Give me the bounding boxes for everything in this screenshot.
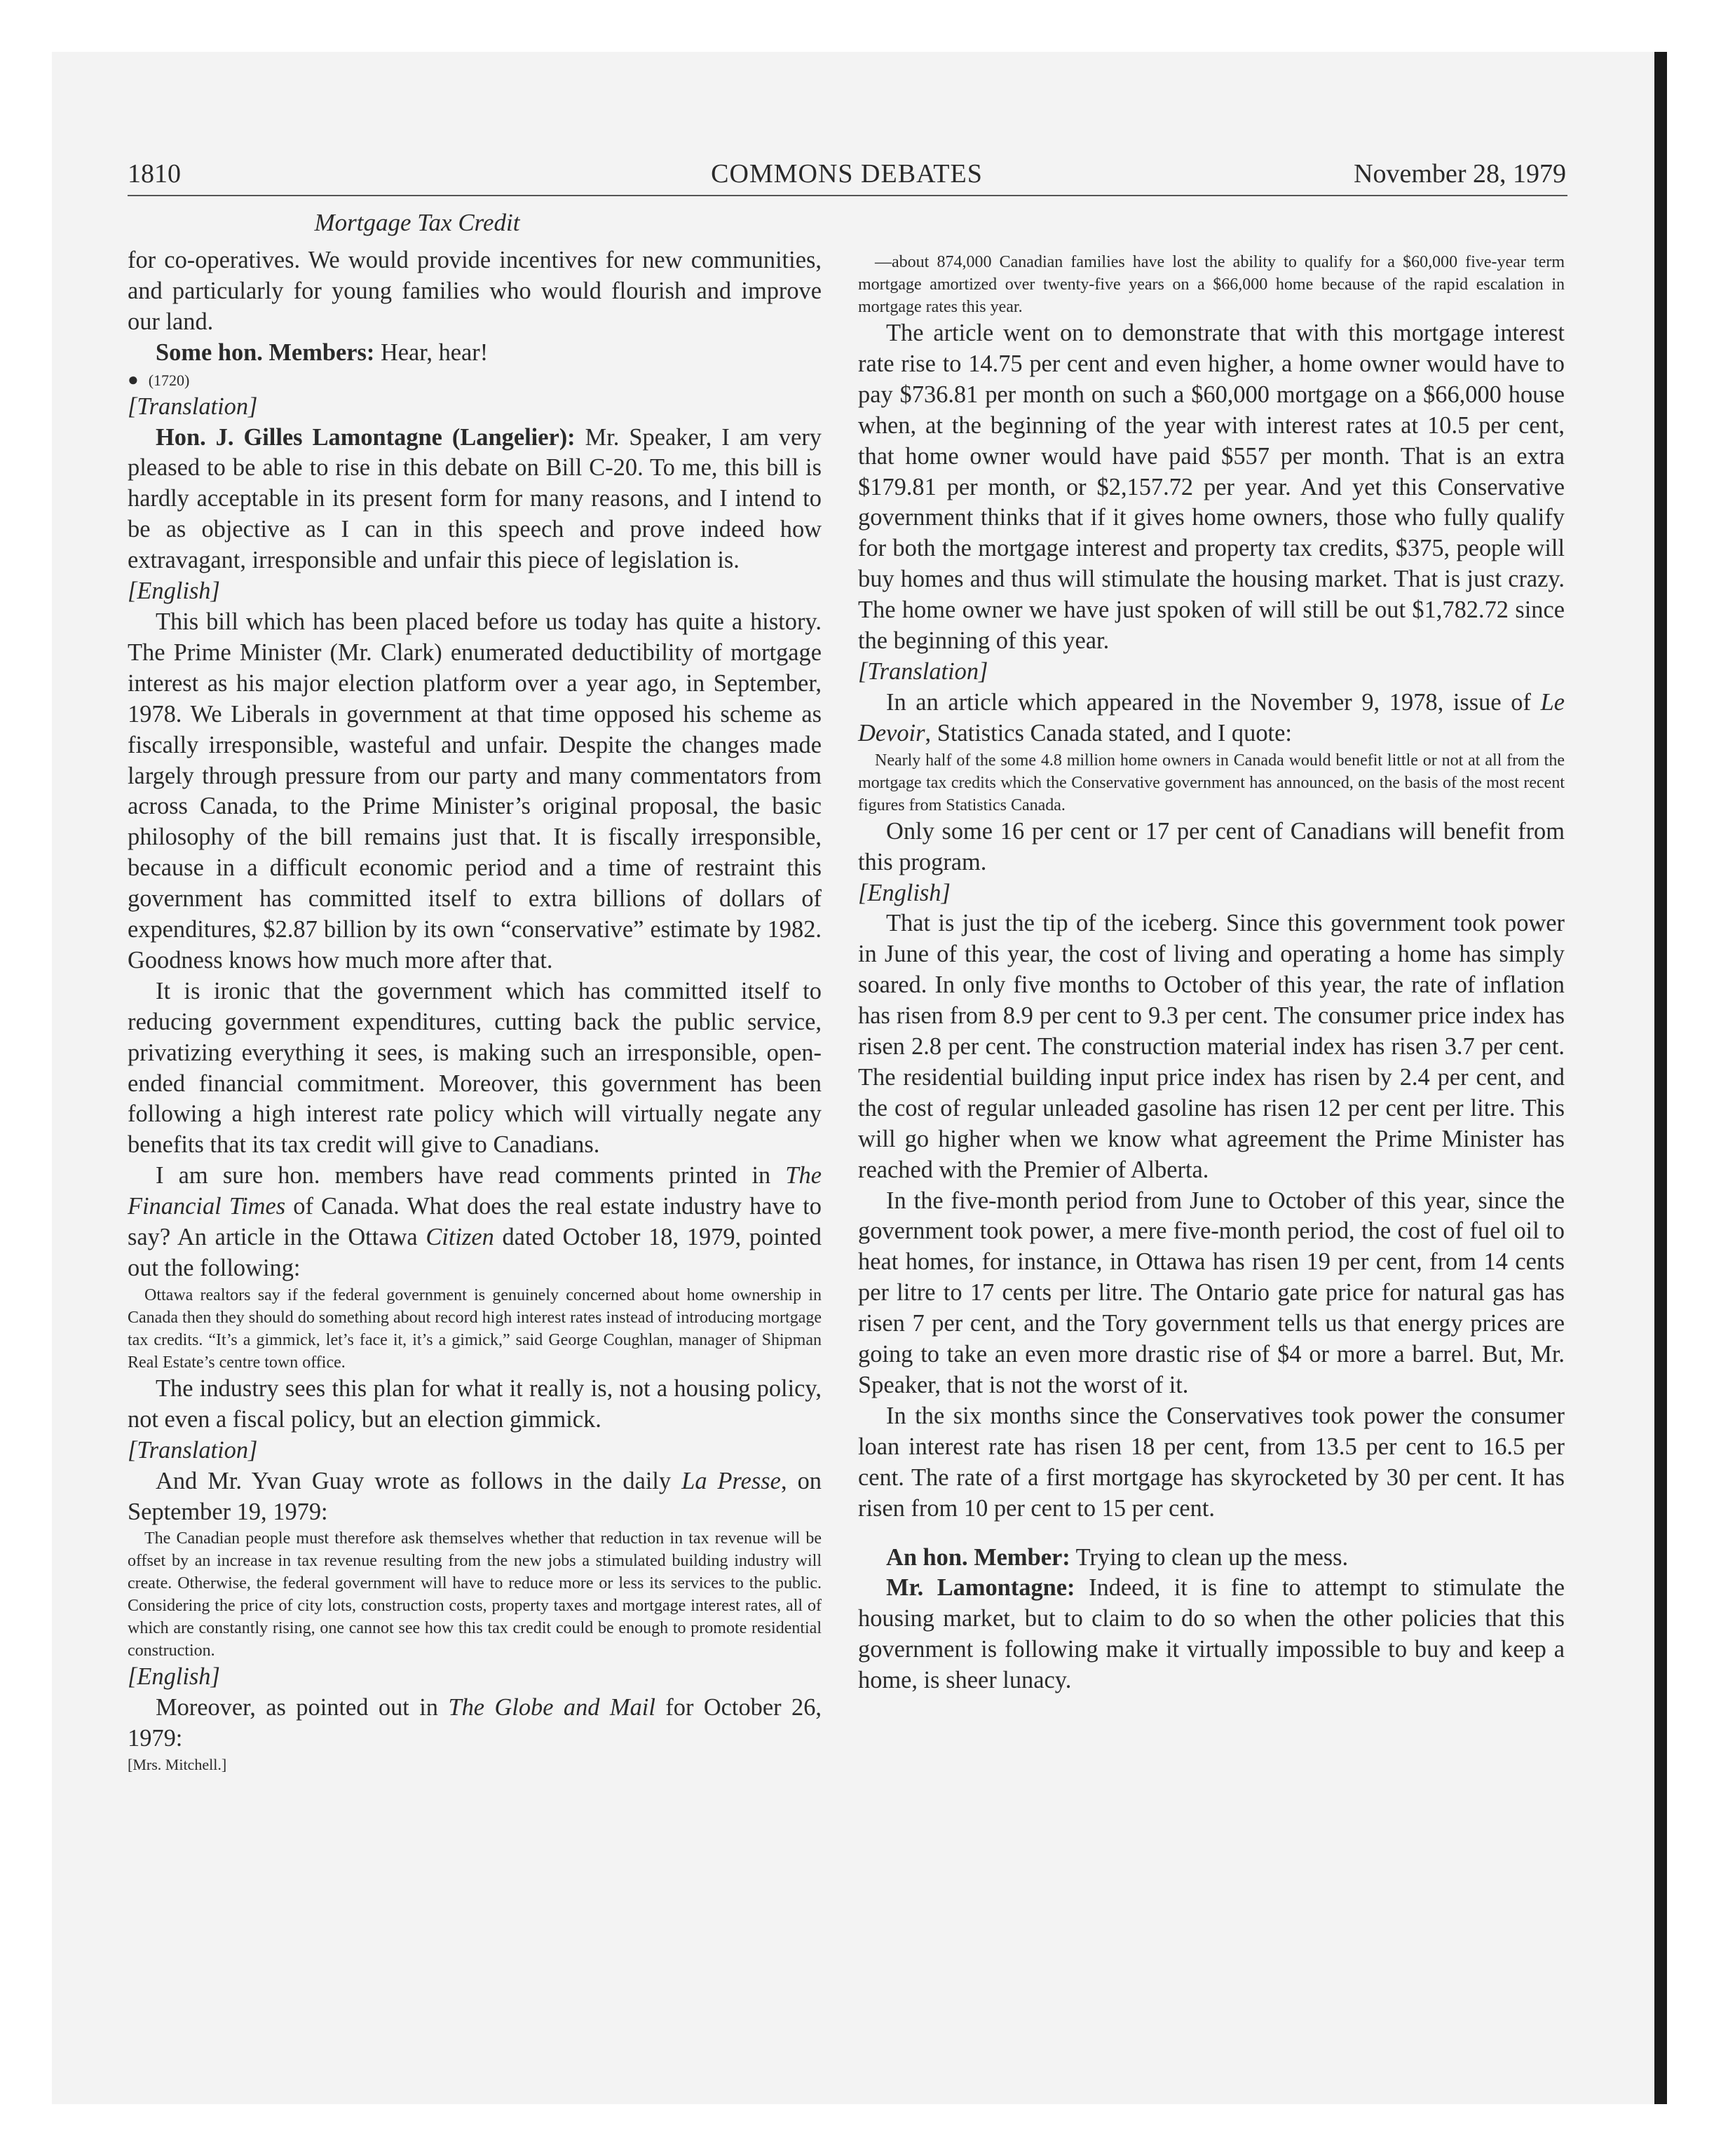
paragraph: In the six months since the Conservatives took power the consumer loan interest rate has risen 18 per cent, from 13.5 per cent to 16.5 per cent. The rate of a first mortgage has skyrocketed by 30 per cent. It has risen from 10 per cent to 15 per cent. [858,1402,1565,1522]
block-quote: The Canadian people must therefore ask themselves whether that reduction in tax revenue will be offset by an increase in tax revenue resulting from the new jobs a stimulated building industry will create. Otherwise, the federal government will have to reduce more or less its services to the public. Considering the price of city lots, construction costs, property taxes and mortgage interest rates, all of which are constantly rising, one cannot see how this tax credit could be enough to promote residential construction. [128,1529,822,1660]
paragraph [858,688,1565,749]
paragraph [128,1161,822,1284]
publication-name: The Globe and Mail [448,1694,655,1721]
speaker-name: Some hon. Members: [156,339,375,366]
paragraph: for co-operatives. We would provide incentives for new communities, and particularly for young families who would flourish and improve our land. [128,247,822,335]
text-run: , on September 19, 1979: [128,1467,822,1525]
speaker-paragraph [128,423,822,577]
time-marker [128,369,822,392]
speech-text: Mr. Speaker, I am very pleased to be able to rise in this debate on Bill C-20. To me, this bill is hardly acceptable in its present form for many reasons, and I intend to be as objective as I can in this speech and prove indeed how extravagant, irresponsible and unfair this piece of legislation is. [128,423,822,574]
speaker-name: An hon. Member: [886,1543,1070,1571]
text-run: Moreover, as pointed out in [156,1694,449,1721]
paragraph: It is ironic that the government which has committed itself to reducing government expenditures, cutting back the public service, privatizing everything it sees, is making such an irresponsible, open-ended financial commitment. Moreover, this government has been following a high interest rate policy which will virtually negate any benefits that its tax credit will give to Canadians. [128,977,822,1159]
block-quote: —about 874,000 Canadian families have lost the ability to qualify for a $60,000 five-year term mortgage amortized over twenty-five years on a $66,000 home because of the rapid escalation in mortgage rates this year. [858,253,1565,316]
paragraph [128,1466,822,1528]
speaker-paragraph [858,1573,1565,1696]
page-date: November 28, 1979 [1354,159,1566,189]
publication-name: Citizen [426,1224,494,1251]
spacer [858,1524,1565,1543]
bullet-icon: ● [128,369,139,390]
english-marker: [English] [128,578,220,605]
translation-marker: [Translation] [128,393,258,420]
speaker-name: Mr. Lamontagne: [886,1574,1075,1602]
paragraph: In the five-month period from June to October of this year, since the government took power, a mere five-month period, the cost of fuel oil to heat homes, for instance, in Ottawa has risen 19 per cent, from 14 cents per litre to 17 cents per litre. The Ontario gate price for natural gas has risen 7 per cent, and the Tory government tells us that energy prices are going to take an even more drastic rise of $4 or more a barrel. But, Mr. Speaker, that is not the worst of it. [858,1187,1565,1398]
paragraph: That is just the tip of the iceberg. Since this government took power in June of this year, the cost of living and operating a home has simply soared. In only five months to October of this year, the rate of inflation has risen from 8.9 per cent to 9.3 per cent. The consumer price index has risen 2.8 per cent. The construction material index has risen 3.7 per cent. The residential building input price index has risen by 2.4 per cent, and the cost of regular unleaded gasoline has risen 12 per cent per litre. This will go higher when we know what agreement the Prime Minister has reached with the Premier of Alberta. [858,910,1565,1183]
english-marker: [English] [128,1663,220,1691]
publication-name: The Financial Times [128,1162,822,1220]
text-run: dated October 18, 1979, pointed out the following: [128,1224,822,1281]
speaker-name: Hon. J. Gilles Lamontagne (Langelier): [156,423,576,451]
page-number: 1810 [128,159,181,189]
page-edge-shadow [1654,52,1667,2104]
speaker-paragraph [858,1543,1565,1574]
speech-text: Indeed, it is fine to attempt to stimulate the housing market, but to claim to do so when the other policies that this government is following make it virtually impossible to buy and keep a home, is sheer lunacy. [858,1574,1565,1694]
translation-marker: [Translation] [128,1436,258,1464]
header-rule [128,195,1567,196]
paragraph: This bill which has been placed before us today has quite a history. The Prime Minister (Mr. Clark) enumerated deductibility of mortgage interest as his major election platform over a year ago, in September, 1978. We Liberals in government at that time opposed his scheme as fiscally irresponsible, wasteful and unfair. Despite the changes made largely through pressure from our party and many commentators from across Canada, to the Prime Minister’s original proposal, the basic philosophy of the bill remains just that. It is fiscally irresponsible, because in a difficult economic period and a time of restraint this government has committed itself to extra billions of dollars of expenditures, $2.87 billion by its own “conservative” estimate by 1982. Goodness knows how much more after that. [128,608,822,974]
publication-name: La Presse [681,1467,781,1494]
time-text: (1720) [148,371,190,389]
left-column [128,245,822,1775]
english-marker: [English] [858,879,951,906]
publication-title: COMMONS DEBATES [711,159,983,189]
paragraph: Only some 16 per cent or 17 per cent of Canadians will benefit from this program. [858,817,1565,875]
text-run: of Canada. What does the real estate industry have to say? An article in the Ottawa [128,1193,822,1251]
text-run: for October 26, 1979: [128,1694,822,1752]
block-quote: Ottawa realtors say if the federal government is genuinely concerned about home ownership in Canada then they should do something about record high interest rates instead of introducing mortgage tax credits. “It’s a gimmick, let’s face it, it’s a gimick,” said George Coughlan, manager of Shipman Real Estate’s centre town office. [128,1285,822,1372]
speech-text: Hear, hear! [374,339,489,366]
text-run: In an article which appeared in the November 9, 1978, issue of [886,688,1541,716]
speaker-footer: [Mrs. Mitchell.] [128,1756,227,1774]
paragraph: The article went on to demonstrate that with this mortgage interest rate rise to 14.75 per cent and even higher, a home owner would have to pay $736.81 per month on such a $60,000 mortgage on a $66,000 house when, at the beginning of the year with interest rates at 10.5 per cent, that home owner would have paid $557 per month. That is an extra $179.81 per month, or $2,157.72 per year. And yet this Conservative government thinks that if it gives home owners, those who fully qualify for both the mortgage interest and property tax credits, $375, people will buy homes and thus will stimulate the housing market. That is just crazy. The home owner we have just spoken of will still be out $1,782.72 since the beginning of this year. [858,320,1565,655]
page-header [128,158,1566,192]
text-run: And Mr. Yvan Guay wrote as follows in the daily [156,1467,682,1494]
publication-name: Le Devoir [858,688,1565,746]
right-column [858,251,1565,1696]
text-run: , Statistics Canada stated, and I quote: [925,719,1292,746]
speech-text: Trying to clean up the mess. [1070,1543,1349,1571]
paragraph [128,1693,822,1754]
section-subhead: Mortgage Tax Credit [314,209,520,236]
paragraph: The industry sees this plan for what it really is, not a housing policy, not even a fiscal policy, but an election gimmick. [128,1374,822,1433]
text-run: I am sure hon. members have read comments printed in [156,1162,786,1189]
translation-marker: [Translation] [858,657,988,685]
block-quote: Nearly half of the some 4.8 million home owners in Canada would benefit little or not at all from the mortgage tax credits which the Conservative government has announced, on the basis of the most recent figures from Statistics Canada. [858,751,1565,814]
speaker-paragraph [128,338,822,369]
